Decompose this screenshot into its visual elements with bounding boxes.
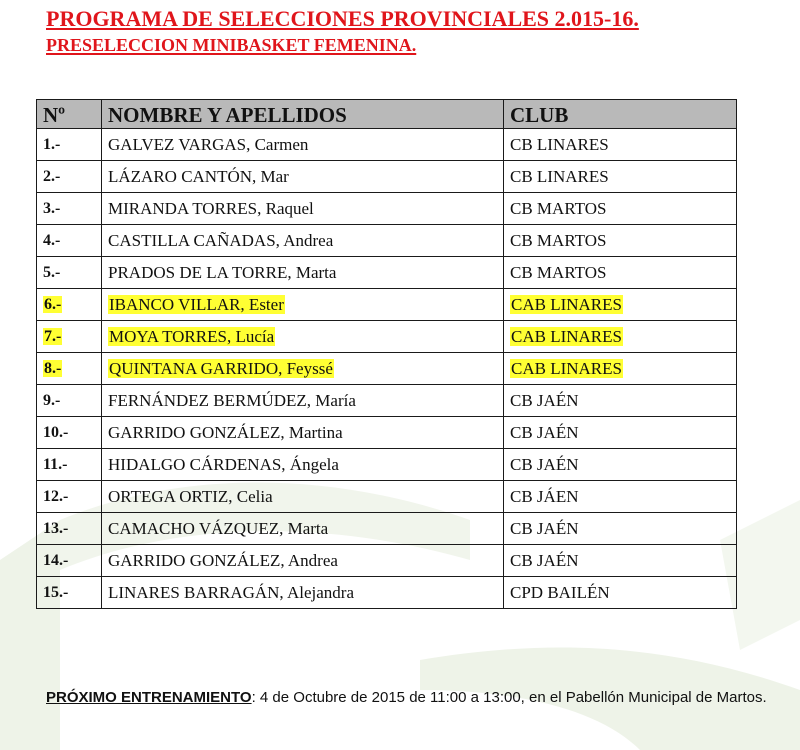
cell-name <box>102 257 504 289</box>
cell-name-text: LÁZARO CANTÓN, Mar <box>108 166 289 186</box>
table-row <box>37 545 737 577</box>
next-training-text: : 4 de Octubre de 2015 de 11:00 a 13:00, en el Pabellón Municipal de Martos. <box>251 689 767 706</box>
cell-club-text: CAB LINARES <box>511 326 622 346</box>
page-title: PROGRAMA DE SELECCIONES PROVINCIALES 2.015-16. <box>46 6 639 31</box>
cell-number-text: 2.- <box>43 167 61 185</box>
cell-club <box>504 385 737 417</box>
cell-name-text: PRADOS DE LA TORRE, Marta <box>108 262 337 282</box>
cell-club <box>504 417 737 449</box>
table-row <box>37 289 737 321</box>
cell-number <box>37 481 102 513</box>
header <box>46 6 639 56</box>
table-row <box>37 577 737 609</box>
cell-club <box>504 129 737 161</box>
cell-club <box>504 545 737 577</box>
cell-number <box>37 257 102 289</box>
cell-number-text: 4.- <box>43 231 61 249</box>
cell-number-text: 6.- <box>44 295 62 313</box>
cell-number <box>37 449 102 481</box>
cell-number <box>37 161 102 193</box>
cell-number <box>37 545 102 577</box>
cell-club-text: CB MARTOS <box>510 198 607 218</box>
cell-name-text: FERNÁNDEZ BERMÚDEZ, María <box>108 390 356 410</box>
cell-number-text: 5.- <box>43 263 61 281</box>
cell-club-text: CB LINARES <box>510 166 609 186</box>
roster-body <box>37 129 737 609</box>
cell-club-text: CB MARTOS <box>510 262 607 282</box>
cell-club-text: CB JAÉN <box>510 550 579 570</box>
table-row <box>37 481 737 513</box>
cell-club-text: CB JAÉN <box>510 390 579 410</box>
cell-name-text: CAMACHO VÁZQUEZ, Marta <box>108 518 329 538</box>
next-training-note <box>46 686 786 710</box>
cell-club <box>504 193 737 225</box>
cell-name <box>102 129 504 161</box>
cell-club <box>504 449 737 481</box>
cell-club <box>504 257 737 289</box>
cell-number <box>37 385 102 417</box>
cell-name-text: GARRIDO GONZÁLEZ, Andrea <box>108 550 338 570</box>
page-subtitle: PRESELECCION MINIBASKET FEMENINA. <box>46 35 417 55</box>
cell-number <box>37 321 102 353</box>
cell-number-text: 11.- <box>43 455 68 473</box>
table-row <box>37 129 737 161</box>
cell-number-text: 3.- <box>43 199 61 217</box>
table-row <box>37 513 737 545</box>
cell-club <box>504 577 737 609</box>
cell-number-text: 15.- <box>43 583 69 601</box>
cell-number <box>37 513 102 545</box>
next-training-label: PRÓXIMO ENTRENAMIENTO <box>46 689 252 706</box>
roster-table <box>36 99 737 609</box>
cell-club-text: CB JAÉN <box>510 454 579 474</box>
cell-club <box>504 289 737 321</box>
table-row <box>37 321 737 353</box>
table-row <box>37 449 737 481</box>
cell-name-text: IBANCO VILLAR, Ester <box>109 294 284 314</box>
cell-name <box>102 193 504 225</box>
cell-name-text: LINARES BARRAGÁN, Alejandra <box>108 582 355 602</box>
cell-club-text: CPD BAILÉN <box>510 582 610 602</box>
cell-number <box>37 577 102 609</box>
cell-name <box>102 449 504 481</box>
cell-name-text: MOYA TORRES, Lucía <box>109 326 275 346</box>
cell-name-text: GARRIDO GONZÁLEZ, Martina <box>108 422 343 442</box>
table-row <box>37 257 737 289</box>
column-header-number: Nº <box>37 100 102 129</box>
cell-club-text: CAB LINARES <box>511 294 622 314</box>
cell-name <box>102 513 504 545</box>
cell-number-text: 8.- <box>44 359 62 377</box>
cell-name <box>102 225 504 257</box>
cell-club <box>504 161 737 193</box>
cell-club <box>504 481 737 513</box>
cell-name <box>102 385 504 417</box>
cell-number-text: 9.- <box>43 391 61 409</box>
cell-name <box>102 545 504 577</box>
cell-club <box>504 513 737 545</box>
table-row <box>37 353 737 385</box>
cell-club-text: CB JÁEN <box>510 486 579 506</box>
cell-club-text: CB MARTOS <box>510 230 607 250</box>
table-row <box>37 417 737 449</box>
cell-club <box>504 353 737 385</box>
cell-name-text: ORTEGA ORTIZ, Celia <box>108 486 273 506</box>
column-header-name: NOMBRE Y APELLIDOS <box>102 100 504 129</box>
cell-name <box>102 353 504 385</box>
cell-name-text: HIDALGO CÁRDENAS, Ángela <box>108 454 339 474</box>
cell-number <box>37 193 102 225</box>
cell-number <box>37 353 102 385</box>
cell-name-text: CASTILLA CAÑADAS, Andrea <box>108 230 334 250</box>
cell-name <box>102 289 504 321</box>
cell-club-text: CAB LINARES <box>511 358 622 378</box>
cell-name <box>102 481 504 513</box>
table-row <box>37 225 737 257</box>
cell-club-text: CB LINARES <box>510 134 609 154</box>
cell-number-text: 7.- <box>44 327 62 345</box>
cell-club-text: CB JAÉN <box>510 422 579 442</box>
cell-club-text: CB JAÉN <box>510 518 579 538</box>
cell-number <box>37 417 102 449</box>
cell-name <box>102 161 504 193</box>
table-row <box>37 161 737 193</box>
table-header-row <box>37 100 737 129</box>
cell-number-text: 13.- <box>43 519 69 537</box>
cell-number-text: 12.- <box>43 487 69 505</box>
cell-name-text: QUINTANA GARRIDO, Feyssé <box>109 358 333 378</box>
cell-number <box>37 129 102 161</box>
table-row <box>37 193 737 225</box>
cell-name-text: MIRANDA TORRES, Raquel <box>108 198 314 218</box>
cell-name <box>102 321 504 353</box>
cell-number-text: 10.- <box>43 423 69 441</box>
cell-number-text: 1.- <box>43 135 61 153</box>
column-header-club: CLUB <box>504 100 737 129</box>
cell-number <box>37 289 102 321</box>
cell-number <box>37 225 102 257</box>
cell-club <box>504 321 737 353</box>
cell-name <box>102 417 504 449</box>
cell-name-text: GALVEZ VARGAS, Carmen <box>108 134 309 154</box>
cell-club <box>504 225 737 257</box>
table-row <box>37 385 737 417</box>
cell-name <box>102 577 504 609</box>
cell-number-text: 14.- <box>43 551 69 569</box>
